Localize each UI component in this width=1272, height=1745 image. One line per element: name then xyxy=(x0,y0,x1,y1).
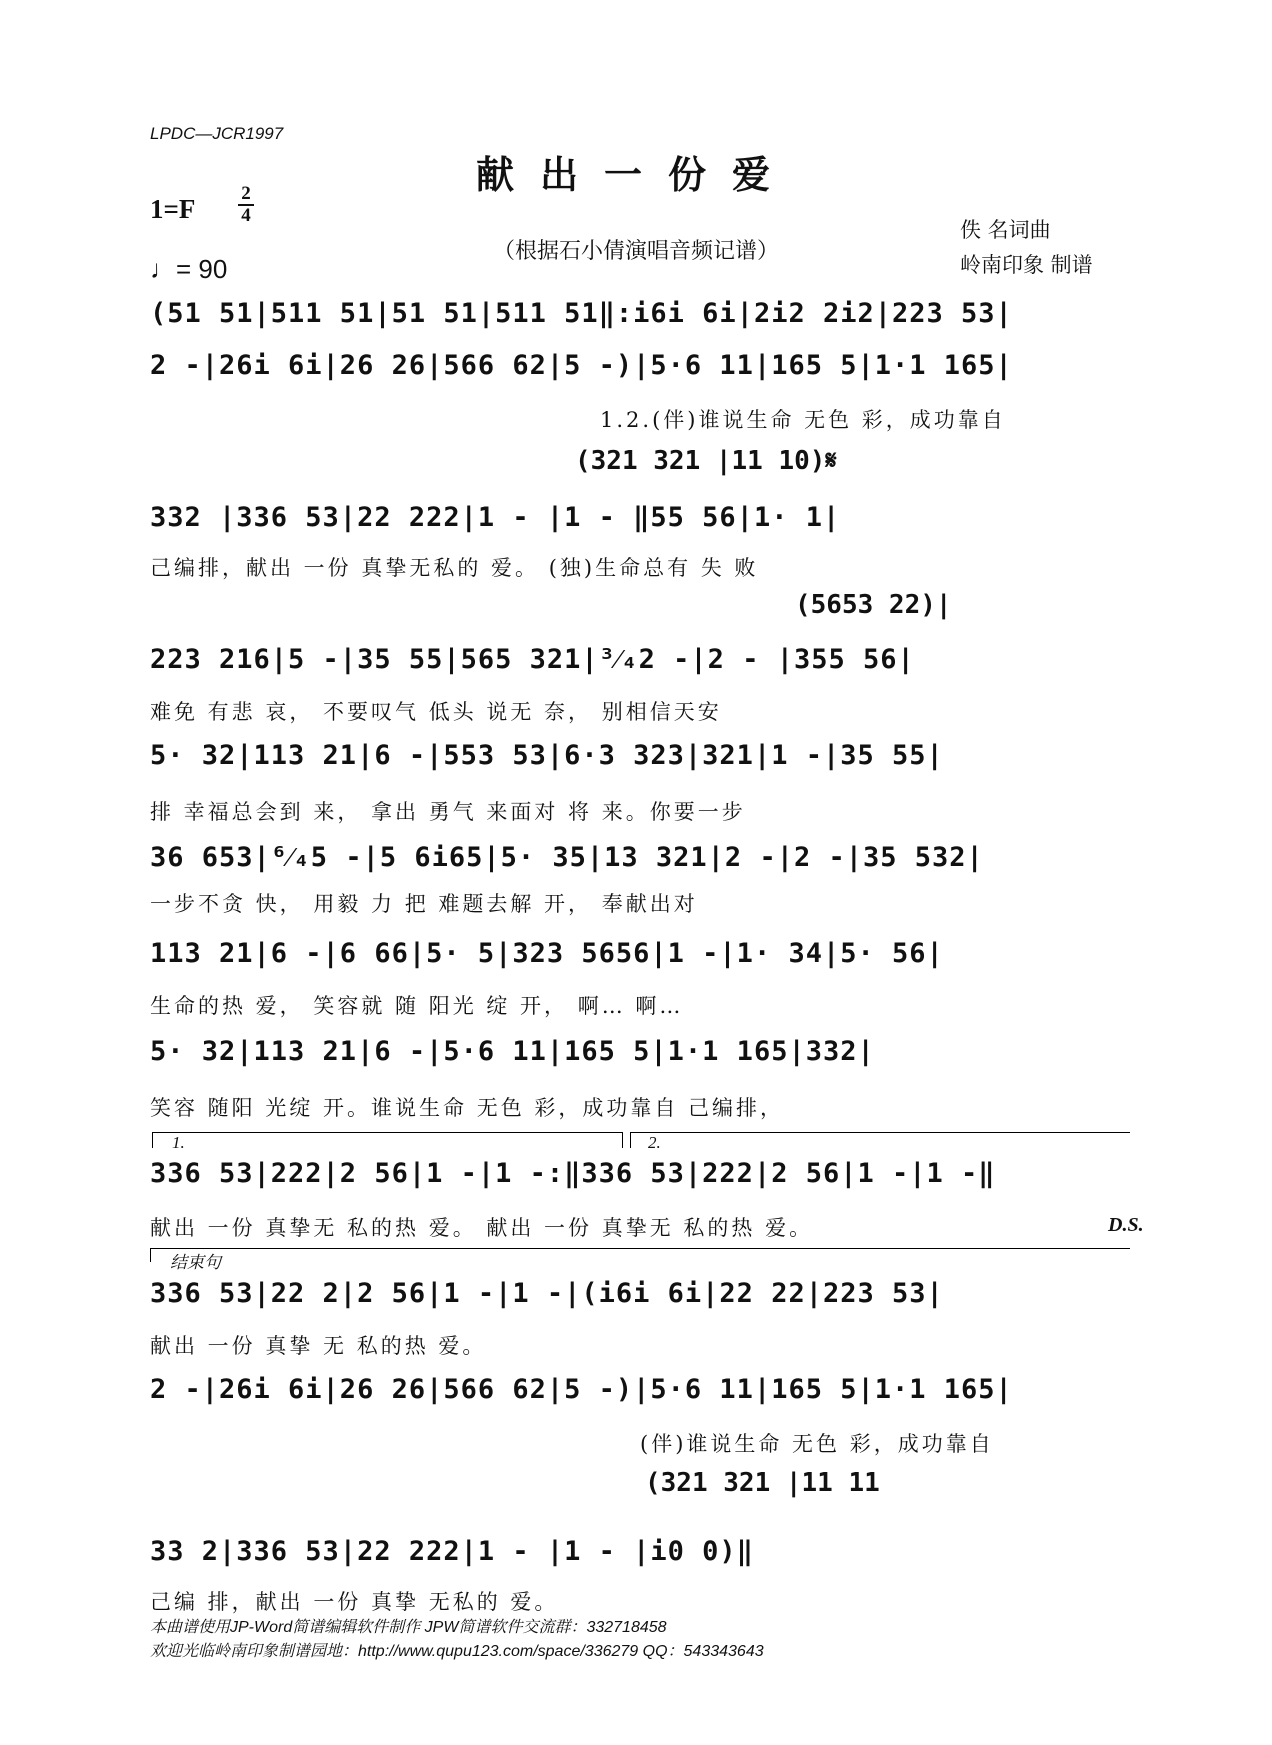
credit-arranger: 岭南印象 制谱 xyxy=(960,253,1093,277)
lyrics-row-6: 一步不贪 快， 用毅 力 把 难题去解 开， 奉献出对 xyxy=(150,892,698,916)
lyrics-row-11: (伴)谁说生命 无色 彩，成功靠自 xyxy=(640,1432,994,1456)
score-notes-row-6: 36 653|⁶⁄₄5 -|5 6i65|5· 35|13 321|2 -|2 -|35 532| xyxy=(150,842,984,873)
lyrics-row-12: 己编 排，献出 一份 真挚 无私的 爱。 xyxy=(150,1590,559,1614)
subtitle: （根据石小倩演唱音频记谱） xyxy=(492,239,779,264)
footer-line-1: 本曲谱使用JP-Word简谱编辑软件制作 JPW简谱软件交流群：332718458 xyxy=(150,1619,667,1636)
score-notes-row-5: 5· 32|113 21|6 -|553 53|6·3 323|321|1 -|35 55| xyxy=(150,740,944,771)
instrument-notes-row-2: (321 321 |11 10)𝄋 xyxy=(575,446,837,476)
coda-label: 结束句 xyxy=(170,1253,221,1272)
time-signature xyxy=(238,184,254,226)
score-notes-row-9: 336 53|222|2 56|1 -|1 -:‖336 53|222|2 56|1 -|1 -‖ xyxy=(150,1158,996,1189)
score-notes-row-7: 113 21|6 -|6 66|5· 5|323 5656|1 -|1· 34|5· 56| xyxy=(150,938,944,969)
second-ending-label: 2. xyxy=(648,1133,661,1152)
score-notes-row-8: 5· 32|113 21|6 -|5·6 11|165 5|1·1 165|332| xyxy=(150,1036,875,1067)
time-sig-bottom: 4 xyxy=(241,205,251,226)
first-ending-bracket xyxy=(152,1132,622,1133)
lyrics-row-3: 己编排，献出 一份 真挚无私的 爱。 (独)生命总有 失 败 xyxy=(150,556,759,580)
lyrics-row-8: 笑容 随阳 光绽 开。谁说生命 无色 彩，成功靠自 己编排， xyxy=(150,1096,785,1120)
second-ending-left-edge xyxy=(630,1132,631,1148)
second-ending-bracket xyxy=(630,1132,1130,1133)
score-code: LPDC—JCR1997 xyxy=(150,124,284,143)
dal-segno-mark: D.S. xyxy=(1108,1214,1144,1236)
first-ending-left-edge xyxy=(152,1132,153,1148)
instrument-notes-row-4: (5653 22)| xyxy=(795,590,952,620)
tempo-mark: ♩= 90 xyxy=(150,254,228,284)
lyrics-row-2: 1.2.(伴)谁说生命 无色 彩，成功靠自 xyxy=(600,408,1006,432)
lyrics-row-10: 献出 一份 真挚 无 私的热 爱。 xyxy=(150,1334,487,1358)
score-notes-row-1: (51 51|511 51|51 51|511 51‖:i6i 6i|2i2 2i2|223 53| xyxy=(150,298,1013,329)
page-title: 献出一份爱 xyxy=(475,152,796,197)
key-signature: 1=F xyxy=(150,194,196,224)
score-notes-row-11: 2 -|26i 6i|26 26|566 62|5 -)|5·6 11|165 5|1·1 165| xyxy=(150,1374,1013,1405)
lyrics-row-5: 排 幸福总会到 来， 拿出 勇气 来面对 将 来。你要一步 xyxy=(150,800,746,824)
coda-divider xyxy=(150,1248,1130,1249)
instrument-notes-row-12: (321 321 |11 11 xyxy=(645,1468,880,1498)
lyrics-row-9: 献出 一份 真挚无 私的热 爱。 献出 一份 真挚无 私的热 爱。 xyxy=(150,1216,814,1240)
score-notes-row-4: 223 216|5 -|35 55|565 321|³⁄₄2 -|2 - |355 56| xyxy=(150,644,915,675)
score-notes-row-3: 332 |336 53|22 222|1 - |1 - ‖55 56|1· 1| xyxy=(150,502,841,533)
credit-composer: 佚 名词曲 xyxy=(960,218,1051,242)
first-ending-label: 1. xyxy=(172,1133,185,1152)
footer-line-2: 欢迎光临岭南印象制谱园地：http://www.qupu123.com/space/336279 QQ：543343643 xyxy=(150,1643,764,1660)
score-notes-row-2: 2 -|26i 6i|26 26|566 62|5 -)|5·6 11|165 5|1·1 165| xyxy=(150,350,1013,381)
lyrics-row-7: 生命的热 爱， 笑容就 随 阳光 绽 开， 啊… 啊… xyxy=(150,994,684,1018)
lyrics-row-4: 难免 有悲 哀， 不要叹气 低头 说无 奈， 别相信天安 xyxy=(150,700,722,724)
coda-bracket-edge xyxy=(150,1248,151,1262)
time-sig-top: 2 xyxy=(241,183,251,204)
first-ending-right-edge xyxy=(622,1132,623,1148)
score-notes-row-10: 336 53|22 2|2 56|1 -|1 -|(i6i 6i|22 22|223 53| xyxy=(150,1278,944,1309)
score-notes-row-12: 33 2|336 53|22 222|1 - |1 - |i0 0)‖ xyxy=(150,1536,754,1567)
